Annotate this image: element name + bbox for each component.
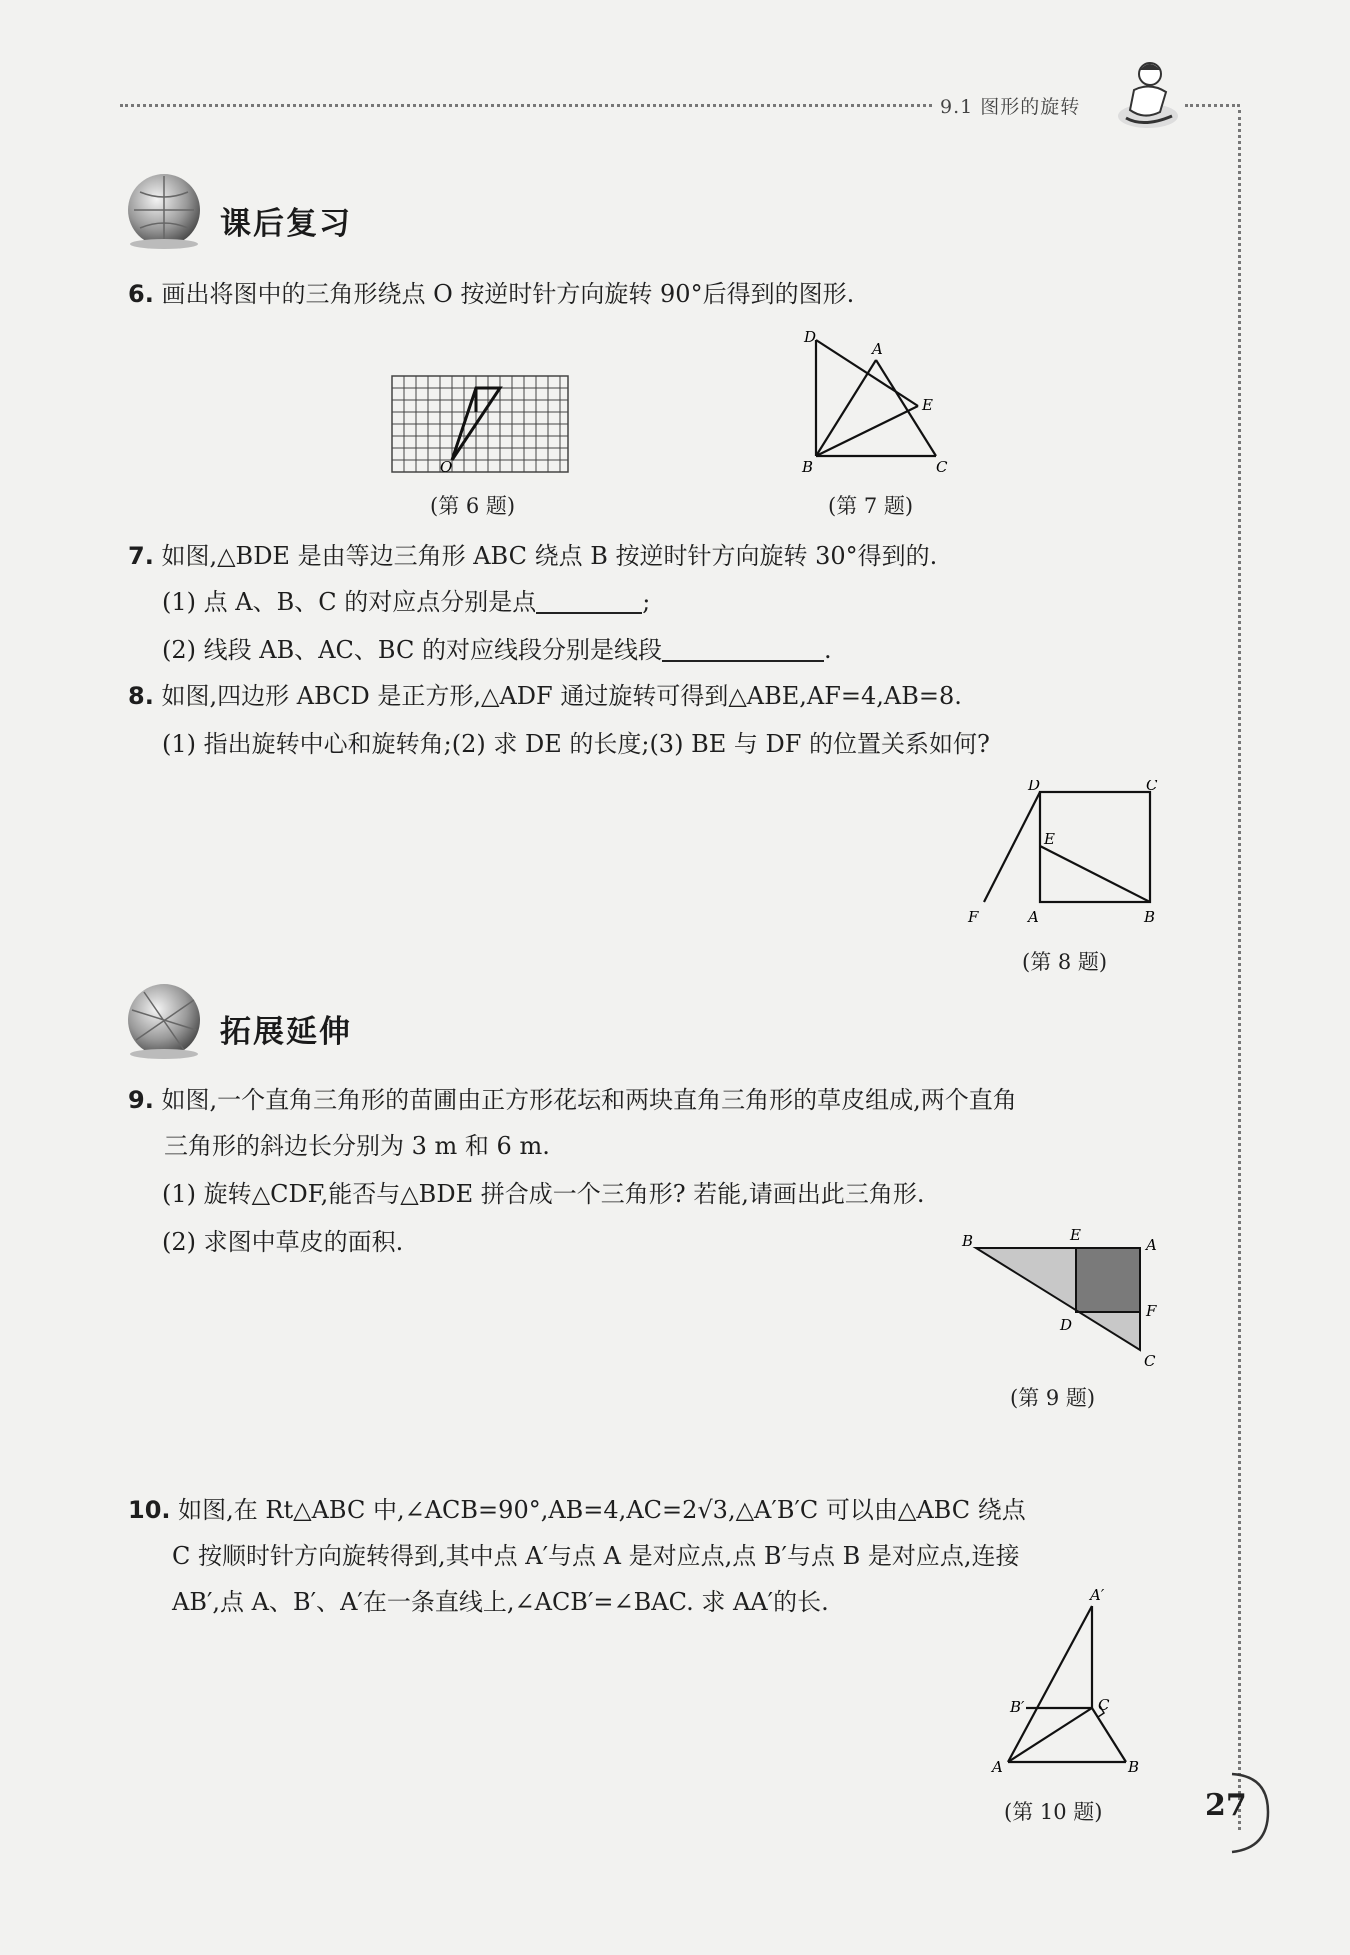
question-9-part-1: (1) 旋转△CDF,能否与△BDE 拼合成一个三角形? 若能,请画出此三角形. [162, 1180, 925, 1208]
globe-icon [124, 170, 204, 250]
question-8-number: 8. [128, 682, 154, 710]
question-7-number: 7. [128, 542, 154, 570]
figure-8-caption: (第 8 题) [1022, 950, 1108, 974]
question-8-part-1: (1) 指出旋转中心和旋转角;(2) 求 DE 的长度;(3) BE 与 DF 的位置关系如何? [162, 730, 990, 758]
question-7-part-1-text: (1) 点 A、B、C 的对应点分别是点 [162, 588, 537, 616]
question-7-part-1 [162, 586, 650, 618]
figure-10-label-C: C [1098, 1696, 1110, 1714]
question-9-part-2: (2) 求图中草皮的面积. [162, 1228, 404, 1256]
mascot-icon [1114, 56, 1184, 136]
question-8 [128, 680, 962, 712]
figure-10-label-B-prime: B′ [1010, 1698, 1025, 1716]
question-6 [128, 278, 854, 310]
figure-9-label-E: E [1070, 1226, 1081, 1244]
answer-blank-7-1[interactable] [536, 590, 642, 614]
figure-9-label-A: A [1146, 1236, 1157, 1254]
section-title-extension: 拓展延伸 [220, 1014, 352, 1050]
figure-10-label-A-prime: A′ [1090, 1586, 1105, 1604]
figure-8-label-E: E [1044, 830, 1055, 848]
figure-8-label-B: B [1144, 908, 1156, 926]
figure-10-label-B: B [1128, 1758, 1140, 1776]
figure-10-label-A: A [992, 1758, 1003, 1776]
figure-8 [964, 780, 1170, 930]
question-7-text: 如图,△BDE 是由等边三角形 ABC 绕点 B 按逆时针方向旋转 30°得到的. [161, 542, 938, 570]
figure-7-label-E: E [922, 396, 933, 414]
question-9-text-line-2: 三角形的斜边长分别为 3 m 和 6 m. [164, 1132, 550, 1160]
figure-10-caption: (第 10 题) [1004, 1800, 1103, 1824]
question-7 [128, 540, 937, 572]
question-10-text-line-2: C 按顺时针方向旋转得到,其中点 A′与点 A 是对应点,点 B′与点 B 是对应点,连接 [172, 1542, 1020, 1570]
figure-9-label-B: B [962, 1232, 974, 1250]
figure-9 [954, 1224, 1174, 1370]
question-10-text-line-3: AB′,点 A、B′、A′在一条直线上,∠ACB′=∠BAC. 求 AA′的长. [172, 1588, 829, 1616]
header-rule-right [1185, 104, 1240, 107]
figure-7 [796, 326, 966, 478]
figure-8-label-C: C [1146, 780, 1158, 794]
figure-8-label-F: F [968, 908, 979, 926]
question-8-text: 如图,四边形 ABCD 是正方形,△ADF 通过旋转可得到△ABE,AF=4,AB=8. [161, 682, 962, 710]
figure-7-label-B: B [802, 458, 814, 476]
question-7-part-2-text: (2) 线段 AB、AC、BC 的对应线段分别是线段 [162, 636, 662, 664]
figure-7-label-A: A [872, 340, 883, 358]
figure-10 [980, 1584, 1150, 1780]
question-7-part-1-end: ; [642, 588, 651, 616]
figure-8-label-A: A [1028, 908, 1039, 926]
figure-9-label-C: C [1144, 1352, 1156, 1370]
figure-7-caption: (第 7 题) [828, 494, 914, 518]
answer-blank-7-2[interactable] [662, 638, 824, 662]
question-9-number: 9. [128, 1086, 154, 1114]
page-number: 27 [1205, 1788, 1247, 1823]
question-7-part-2-end: . [824, 636, 832, 664]
question-9-text-line-1: 如图,一个直角三角形的苗圃由正方形花坛和两块直角三角形的草皮组成,两个直角 [161, 1086, 1017, 1114]
globe-icon [124, 980, 204, 1060]
figure-6-label-O: O [440, 458, 453, 476]
figure-6-caption: (第 6 题) [430, 494, 516, 518]
margin-rule [1238, 110, 1241, 1830]
figure-9-caption: (第 9 题) [1010, 1386, 1096, 1410]
question-6-text: 画出将图中的三角形绕点 O 按逆时针方向旋转 90°后得到的图形. [161, 280, 855, 308]
header-rule [120, 104, 932, 107]
figure-7-label-C: C [936, 458, 948, 476]
figure-8-label-D: D [1028, 780, 1041, 794]
question-7-part-2 [162, 634, 832, 666]
question-6-number: 6. [128, 280, 154, 308]
question-10-text-line-1: 如图,在 Rt△ABC 中,∠ACB=90°,AB=4,AC=2√3,△A′B′C 可以由△ABC 绕点 [178, 1496, 1026, 1524]
figure-9-label-F: F [1146, 1302, 1157, 1320]
chapter-header: 9.1 图形的旋转 [940, 96, 1081, 118]
question-10-number: 10. [128, 1496, 171, 1524]
figure-6-grid [388, 372, 578, 478]
figure-9-label-D: D [1060, 1316, 1073, 1334]
section-title-review: 课后复习 [220, 206, 352, 242]
question-10 [128, 1494, 1026, 1526]
figure-7-label-D: D [804, 328, 817, 346]
question-9 [128, 1084, 1017, 1116]
